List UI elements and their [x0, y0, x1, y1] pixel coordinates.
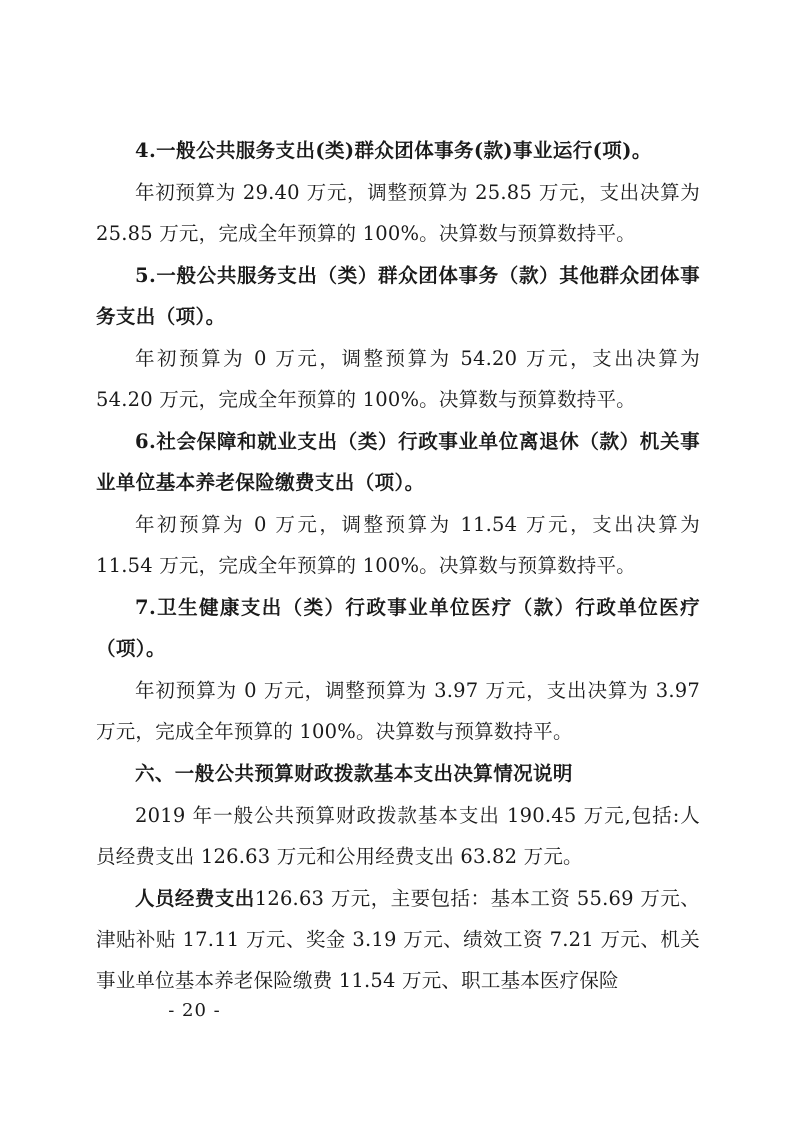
paragraph-item-5-heading: 5.一般公共服务支出（类）群众团体事务（款）其他群众团体事务支出（项）。	[96, 264, 700, 328]
page-number-text: - 20 -	[168, 1000, 221, 1021]
paragraph-personnel-expense	[96, 878, 700, 1001]
paragraph-section-six-heading: 六、一般公共预算财政拨款基本支出决算情况说明	[135, 762, 573, 785]
paragraph-item-6-body: 年初预算为 0 万元，调整预算为 11.54 万元，支出决算为 11.54 万元，完成全年预算的 100%。决算数与预算数持平。	[96, 513, 700, 577]
personnel-expense-detail: 126.63 万元，主要包括：基本工资 55.69 万元、津贴补贴 17.11 万元、奖金 3.19 万元、绩效工资 7.21 万元、机关事业单位基本养老保险缴费 11.54 万元、职工基本医疗保险	[96, 887, 701, 992]
document-body	[96, 130, 700, 1002]
paragraph-item-4-heading: 4.一般公共服务支出(类)群众团体事务(款)事业运行(项)。	[135, 139, 652, 162]
page-number	[0, 1000, 793, 1021]
paragraph-section-six-body: 2019 年一般公共预算财政拨款基本支出 190.45 万元,包括:人员经费支出 126.63 万元和公用经费支出 63.82 万元。	[96, 804, 700, 868]
paragraph-item-7-heading: 7.卫生健康支出（类）行政事业单位医疗（款）行政单位医疗（项）。	[96, 596, 700, 660]
paragraph-item-4-body: 年初预算为 29.40 万元，调整预算为 25.85 万元，支出决算为 25.85 万元，完成全年预算的 100%。决算数与预算数持平。	[96, 181, 700, 245]
paragraph-item-6-heading: 6.社会保障和就业支出（类）行政事业单位离退休（款）机关事业单位基本养老保险缴费支出（项）。	[96, 430, 700, 494]
personnel-expense-label: 人员经费支出	[135, 887, 255, 910]
paragraph-item-7-body: 年初预算为 0 万元，调整预算为 3.97 万元，支出决算为 3.97 万元，完成全年预算的 100%。决算数与预算数持平。	[96, 679, 700, 743]
paragraph-item-5-body: 年初预算为 0 万元，调整预算为 54.20 万元，支出决算为 54.20 万元，完成全年预算的 100%。决算数与预算数持平。	[96, 347, 700, 411]
